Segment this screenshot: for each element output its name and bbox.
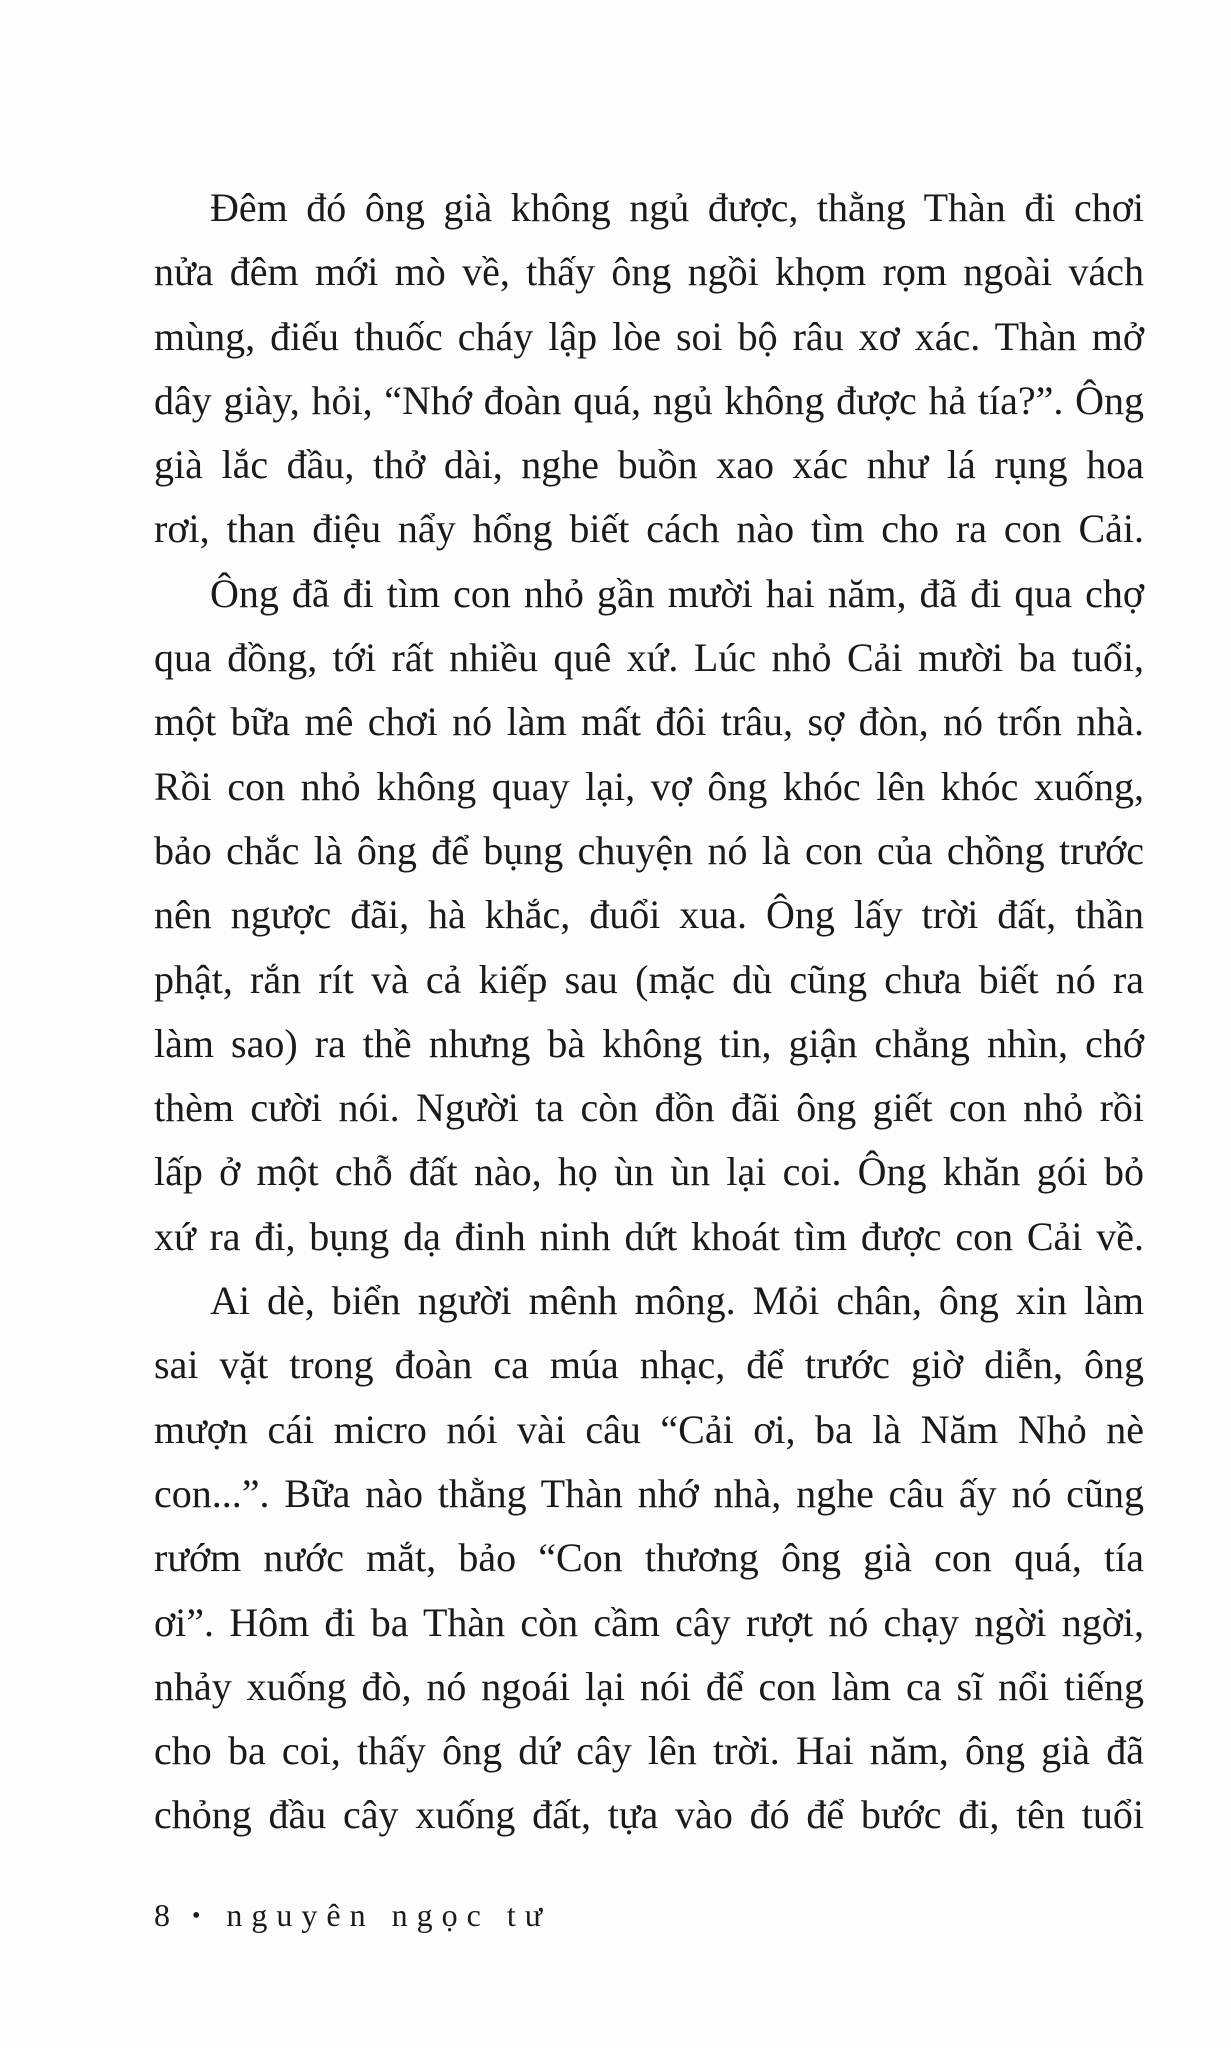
text-line: mùng, điếu thuốc cháy lập lòe soi bộ râu xơ xác. Thàn mở (154, 313, 1144, 359)
author-name: nguyên ngọc tư (226, 1897, 552, 1933)
text-line: thèm cười nói. Người ta còn đồn đãi ông giết con nhỏ rồi (154, 1085, 1144, 1131)
text-line: con...”. Bữa nào thằng Thàn nhớ nhà, nghe câu ấy nó cũng (154, 1470, 1144, 1516)
text-line: ơi”. Hôm đi ba Thàn còn cầm cây rượt nó chạy ngời ngời, (154, 1599, 1144, 1645)
text-line: Ai dè, biển người mênh mông. Mỏi chân, ông xin làm (210, 1278, 1144, 1324)
text-line: làm sao) ra thề nhưng bà không tin, giận chẳng nhìn, chớ (154, 1020, 1144, 1066)
text-line: xứ ra đi, bụng dạ đinh ninh dứt khoát tìm được con Cải về. (154, 1213, 1144, 1259)
paragraph-2 (154, 562, 1144, 1269)
text-line: nhảy xuống đò, nó ngoái lại nói để con làm ca sĩ nổi tiếng (154, 1663, 1144, 1709)
text-line: chỏng đầu cây xuống đất, tựa vào đó để bước đi, tên tuổi (154, 1792, 1144, 1838)
text-line: cho ba coi, thấy ông dứ cây lên trời. Hai năm, ông già đã (154, 1728, 1144, 1774)
text-line: qua đồng, tới rất nhiều quê xứ. Lúc nhỏ Cải mười ba tuổi, (154, 635, 1144, 681)
text-line: Đêm đó ông già không ngủ được, thằng Thàn đi chơi (210, 185, 1144, 230)
body-text (154, 176, 1144, 1848)
text-line: sai vặt trong đoàn ca múa nhạc, để trước giờ diễn, ông (154, 1342, 1144, 1388)
text-line: rơi, than điệu nẩy hổng biết cách nào tìm cho ra con Cải. (154, 506, 1144, 552)
text-line: Ông đã đi tìm con nhỏ gần mười hai năm, đã đi qua chợ (210, 570, 1144, 616)
bullet-separator: • (192, 1903, 201, 1929)
text-line: bảo chắc là ông để bụng chuyện nó là con của chồng trước (154, 827, 1144, 873)
text-line: nên ngược đãi, hà khắc, đuổi xua. Ông lấy trời đất, thần (154, 892, 1144, 938)
text-line: già lắc đầu, thở dài, nghe buồn xao xác như lá rụng hoa (154, 442, 1144, 488)
text-line: Rồi con nhỏ không quay lại, vợ ông khóc lên khóc xuống, (154, 763, 1144, 809)
text-line: nửa đêm mới mò về, thấy ông ngồi khọm rọm ngoài vách (154, 249, 1144, 295)
paragraph-1 (154, 176, 1144, 562)
page-number: 8 (154, 1897, 170, 1933)
text-line: mượn cái micro nói vài câu “Cải ơi, ba là Năm Nhỏ nè (154, 1406, 1144, 1452)
text-line: lấp ở một chỗ đất nào, họ ùn ùn lại coi. Ông khăn gói bỏ (154, 1149, 1144, 1195)
text-line: dây giày, hỏi, “Nhớ đoàn quá, ngủ không được hả tía?”. Ông (154, 377, 1144, 423)
paragraph-3 (154, 1269, 1144, 1848)
text-line: rướm nước mắt, bảo “Con thương ông già con quá, tía (154, 1535, 1144, 1581)
page-footer (154, 1895, 551, 1936)
text-line: phật, rắn rít và cả kiếp sau (mặc dù cũng chưa biết nó ra (154, 956, 1144, 1002)
text-line: một bữa mê chơi nó làm mất đôi trâu, sợ đòn, nó trốn nhà. (154, 699, 1144, 745)
